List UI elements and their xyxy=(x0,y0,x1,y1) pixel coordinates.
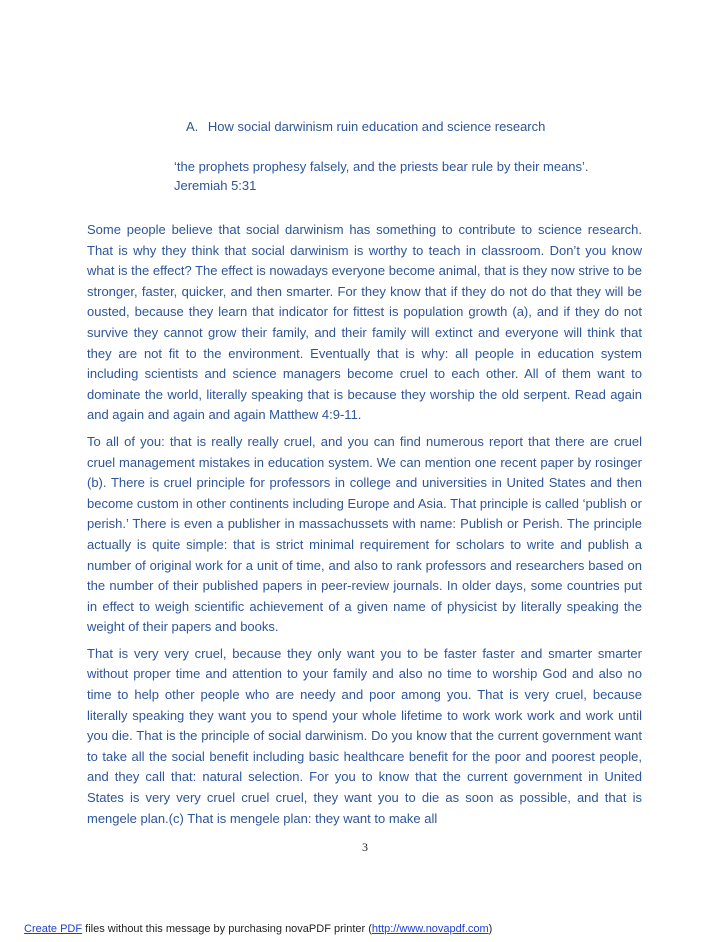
heading-text: How social darwinism ruin education and science research xyxy=(207,119,546,134)
footer-text: files without this message by purchasing novaPDF printer ( xyxy=(82,923,372,935)
novapdf-url-link[interactable]: http://www.novapdf.com xyxy=(371,923,489,935)
paragraph-1: Some people believe that social darwinism has something to contribute to science research. That is why they think that social darwinism is worthy to teach in classroom. Don’t you know what is the effect? The effect is nowadays everyone become animal, that is they now strive to be stronger, faster, quicker, and then smarter. For they know that if they do not do that they will be ousted, because they learn that indicator for fittest is population growth (a), and if they do not survive they cannot grow their family, and their family will extinct and everyone will think that they are not fit to the environment. Eventually that is why: all people in education system including scientists and science managers become cruel to each other. All of them want to dominate the world, literally speaking that is because they worship the old serpent. Read again and again and again and again Matthew 4:9-11. xyxy=(87,222,642,423)
heading-marker: A. xyxy=(186,119,199,134)
body-text xyxy=(87,220,642,835)
pdf-footer-notice xyxy=(24,923,492,935)
page-number: 3 xyxy=(362,840,368,854)
quote-text: ‘the prophets prophesy falsely, and the priests bear rule by their means’. xyxy=(174,159,589,174)
quote-citation: Jeremiah 5:31 xyxy=(174,178,257,193)
epigraph-quote xyxy=(174,157,644,195)
section-heading xyxy=(186,118,666,135)
create-pdf-link[interactable]: Create PDF xyxy=(24,923,83,935)
paragraph-3: That is very very cruel, because they only want you to be faster faster and smarter smarter without proper time and attention to your family and also no time to worship God and also no time to help other people who are needy and poor among you. That is very cruel, because literally speaking they want you to spend your whole lifetime to work work work and work until you die. That is the principle of social darwinism. Do you know that the current government want to take all the social benefit including basic healthcare benefit for the poor and poorest people, and they call that: natural selection. For you to know that the current government in United States is very very cruel cruel cruel, they want you to die as soon as possible, and that is mengele plan.(c) That is mengele plan: they want to make all xyxy=(87,645,642,826)
footer-text-end: ) xyxy=(488,923,493,935)
paragraph-2: To all of you: that is really really cruel, and you can find numerous report that there are cruel cruel management mistakes in education system. We can mention one recent paper by rosinger (b). There is cruel principle for professors in college and universities in United States and then become custom in other continents including Europe and Asia. That principle is called ‘publish or perish.’ There is even a publisher in massachussets with name: Publish or Perish. The principle actually is quite simple: that is strict minimal requirement for scholars to write and publish a number of original work for a unit of time, and also to rank professors and researchers based on the number of their published papers in peer-review journals. In older days, some countries put in effect to weigh scientific achievement of a given name of physicist by literally speaking the weight of their papers and books. xyxy=(87,433,642,635)
